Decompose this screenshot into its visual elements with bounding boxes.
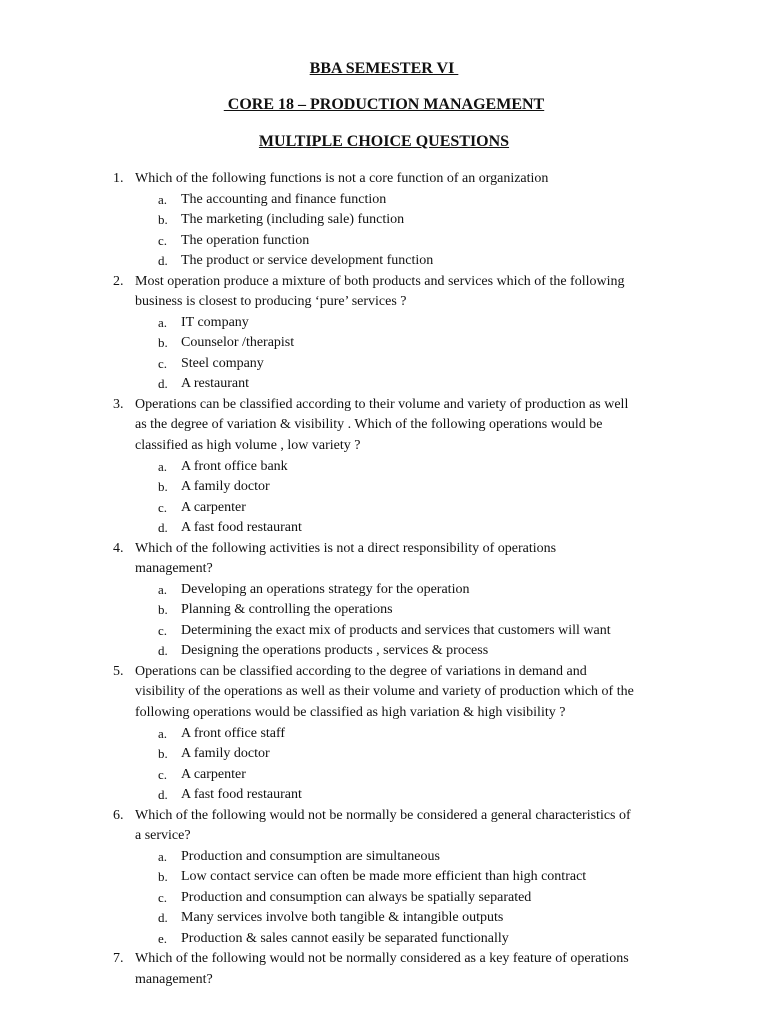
option-letter: a. [158, 848, 168, 864]
question-line [0, 559, 768, 580]
option-text: IT company [181, 314, 249, 330]
question-number: 7. [113, 951, 124, 967]
section-title: MULTIPLE CHOICE QUESTIONS [258, 133, 510, 150]
answer-option [0, 498, 768, 519]
question-item [0, 539, 768, 662]
question-number: 6. [113, 807, 124, 823]
option-text: Planning & controlling the operations [181, 602, 393, 618]
option-letter: d. [158, 520, 168, 536]
option-text: A front office bank [181, 458, 288, 474]
option-text: A carpenter [181, 499, 246, 515]
question-line [0, 703, 768, 724]
answer-option [0, 765, 768, 786]
option-text: Production and consumption are simultaneous [181, 848, 440, 864]
option-letter: d. [158, 787, 168, 803]
option-text: Developing an operations strategy for the operation [181, 581, 470, 597]
answer-option [0, 457, 768, 478]
question-text: Which of the following would not be normally be considered a general characteristics of [135, 807, 631, 823]
answer-option [0, 580, 768, 601]
option-letter: c. [158, 766, 168, 782]
question-text: as the degree of variation & visibility . Which of the following operations would be [135, 417, 603, 433]
option-letter: a. [158, 191, 168, 207]
question-list [0, 169, 768, 990]
question-line [0, 806, 768, 827]
option-letter: b. [158, 212, 168, 228]
option-letter: a. [158, 725, 168, 741]
option-text: Designing the operations products , services & process [181, 643, 489, 659]
question-text: management? [135, 561, 213, 577]
answer-option [0, 210, 768, 231]
question-text: a service? [135, 828, 191, 844]
question-line [0, 292, 768, 313]
answer-option [0, 354, 768, 375]
answer-option [0, 600, 768, 621]
course-title: CORE 18 – PRODUCTION MANAGEMENT [223, 96, 545, 113]
answer-option [0, 641, 768, 662]
question-line [0, 662, 768, 683]
question-text: Operations can be classified according to their volume and variety of production as well [135, 396, 629, 412]
option-text: Counselor /therapist [181, 335, 295, 351]
answer-option [0, 908, 768, 929]
answer-option [0, 785, 768, 806]
answer-option [0, 231, 768, 252]
question-number: 3. [113, 396, 124, 412]
question-text: Which of the following would not be normally considered as a key feature of operations [135, 951, 629, 967]
answer-option [0, 374, 768, 395]
option-letter: c. [158, 499, 168, 515]
option-letter: d. [158, 253, 168, 269]
question-text: Most operation produce a mixture of both products and services which of the following [135, 273, 625, 289]
question-line [0, 395, 768, 416]
question-number: 5. [113, 663, 124, 679]
option-text: Many services involve both tangible & intangible outputs [181, 910, 504, 926]
option-text: The marketing (including sale) function [181, 212, 405, 228]
option-letter: a. [158, 581, 168, 597]
option-text: A front office staff [181, 725, 286, 741]
option-text: A restaurant [181, 376, 250, 392]
answer-option [0, 929, 768, 950]
question-line [0, 272, 768, 293]
option-letter: c. [158, 232, 168, 248]
option-text: A family doctor [181, 746, 270, 762]
option-letter: b. [158, 335, 168, 351]
option-text: The operation function [181, 232, 310, 248]
answer-option [0, 847, 768, 868]
option-text: Production and consumption can always be spatially separated [181, 889, 532, 905]
question-line [0, 415, 768, 436]
question-text: management? [135, 971, 213, 987]
question-number: 1. [113, 171, 124, 186]
option-letter: b. [158, 602, 168, 618]
option-letter: d. [158, 910, 168, 926]
question-line [0, 436, 768, 457]
answer-option [0, 251, 768, 272]
option-letter: b. [158, 746, 168, 762]
option-letter: c. [158, 355, 168, 371]
answer-option [0, 333, 768, 354]
question-text: Which of the following activities is not a direct responsibility of operations [135, 540, 557, 556]
option-text: A fast food restaurant [181, 520, 302, 536]
question-number: 2. [113, 273, 124, 289]
question-item [0, 662, 768, 806]
question-text: business is closest to producing ‘pure’ services ? [135, 294, 407, 310]
option-letter: e. [158, 930, 168, 946]
question-text: classified as high volume , low variety ? [135, 437, 361, 453]
option-text: The product or service development function [181, 253, 434, 269]
option-letter: a. [158, 458, 168, 474]
option-text: A fast food restaurant [181, 787, 302, 803]
question-item [0, 272, 768, 395]
answer-option [0, 518, 768, 539]
document-title: BBA SEMESTER VI [309, 60, 459, 77]
option-text: A family doctor [181, 479, 270, 495]
option-letter: b. [158, 479, 168, 495]
option-letter: c. [158, 622, 168, 638]
answer-option [0, 724, 768, 745]
question-line [0, 826, 768, 847]
answer-option [0, 888, 768, 909]
question-item [0, 169, 768, 272]
option-letter: d. [158, 376, 168, 392]
question-text: visibility of the operations as well as their volume and variety of production which of the [135, 684, 634, 700]
option-letter: a. [158, 314, 168, 330]
question-line [0, 539, 768, 560]
answer-option [0, 744, 768, 765]
answer-option [0, 867, 768, 888]
question-line [0, 682, 768, 703]
option-text: Determining the exact mix of products and services that customers will want [181, 622, 611, 638]
answer-option [0, 190, 768, 211]
option-text: The accounting and finance function [181, 191, 387, 207]
answer-option [0, 313, 768, 334]
answer-option [0, 621, 768, 642]
question-text: Which of the following functions is not a core function of an organization [135, 171, 549, 186]
question-number: 4. [113, 540, 124, 556]
option-text: Low contact service can often be made more efficient than high contract [181, 869, 587, 885]
question-item [0, 949, 768, 990]
question-item [0, 395, 768, 539]
option-letter: d. [158, 643, 168, 659]
option-text: Production & sales cannot easily be separated functionally [181, 930, 509, 946]
question-item [0, 806, 768, 950]
question-text: Operations can be classified according to the degree of variations in demand and [135, 663, 587, 679]
option-text: Steel company [181, 355, 264, 371]
option-letter: b. [158, 869, 168, 885]
answer-option [0, 477, 768, 498]
option-text: A carpenter [181, 766, 246, 782]
question-line [0, 949, 768, 970]
option-letter: c. [158, 889, 168, 905]
question-line [0, 169, 768, 190]
question-line [0, 970, 768, 991]
question-text: following operations would be classified as high variation & high visibility ? [135, 704, 566, 720]
